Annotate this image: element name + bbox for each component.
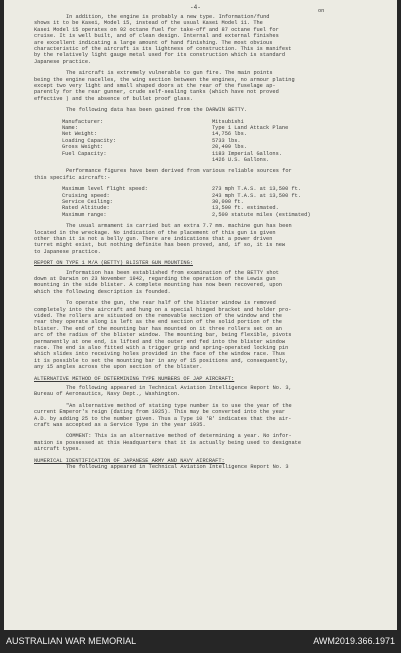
catalog-number: AWM2019.366.1971 (313, 636, 395, 646)
vulnerability-paragraph-line: The aircraft is extremely vulnerable to gun fire. The main points (66, 70, 273, 77)
performance-label: Maximum range: (62, 211, 107, 218)
performance-value: 13,500 ft. estimated. (212, 205, 279, 212)
engine-paragraph-line: by the relatively light gauge metal used for its construction which is standard (34, 52, 286, 59)
comment-paragraph-line: aircraft types. (34, 446, 82, 453)
armament-paragraph-line: turret might exist, but nothing definite has been proved, and, if so, it is new (34, 242, 286, 249)
heading-numerical-identification: NUMERICAL IDENTIFICATION OF JAPANESE ARMY AND NAVY AIRCRAFT: (34, 457, 225, 464)
vulnerability-paragraph-line: effective ) and the absence of bullet proof glass. (34, 95, 193, 102)
comment-paragraph-line: COMMENT: This is an alternative method of determining a year. No infor- (66, 433, 292, 440)
engine-paragraph-line: cruise. It is well built, and of clean design. Internal and external finishes (34, 33, 279, 40)
margin-note: on (318, 8, 325, 14)
armament-paragraph-line: located in the wreckage. No indication of the placement of this gun is given (34, 229, 276, 236)
engine-paragraph-line: shows it to be Kasei, Model 15, instead of the usual Kasei Model 11. The (34, 20, 263, 27)
archive-name: AUSTRALIAN WAR MEMORIAL (6, 636, 137, 646)
engine-paragraph-line: Kasei Model 15 operates on 92 octane fuel for take-off and 87 octane fuel for (34, 26, 279, 33)
performance-value: 2,500 statute miles (estimated) (212, 211, 311, 218)
spec-label: Name: (62, 125, 78, 131)
performance-label: Service Ceiling: (62, 199, 113, 205)
blister-operation-paragraph-line: vided. The rollers are situated on the removable section of the window and the (34, 313, 282, 319)
spec-value: 1426 U.S. Gallons. (212, 157, 270, 163)
archive-footer (0, 630, 401, 653)
performance-intro-line: this specific aircraft:- (34, 174, 111, 181)
performance-value: 243 mph T.A.S. at 13,500 ft. (212, 192, 302, 199)
performance-label: Rated Altitude: (62, 205, 110, 212)
spec-value: 5733 lbs. (212, 137, 241, 144)
blister-operation-paragraph-line: any 15 angles across the upon section of the blister. (34, 364, 203, 371)
performance-value: 30,000 ft. (212, 199, 244, 205)
vulnerability-paragraph-line: being the engine nacelles, the wing section between the engines, no armour plating (34, 76, 295, 83)
spec-value: 1183 Imperial Gallons. (212, 150, 282, 157)
blister-operation-paragraph-line: completely into the aircraft and hung on a special hinged bracket and holder pro- (34, 306, 292, 313)
engine-paragraph-line: Japanese practice. (34, 58, 92, 65)
alternative-method-paragraph-line: craft was accepted as a Service Type in the year 1935. (34, 422, 206, 428)
spec-label: Gross Weight: (62, 144, 104, 151)
page-number: -4- (190, 4, 201, 11)
heading-type-numbers: ALTERNATIVE METHOD OF DETERMINING TYPE NUMBERS OF JAP AIRCRAFT: (34, 375, 235, 382)
blister-operation-paragraph-line: To operate the gun, the rear half of the blister window is removed (66, 300, 276, 307)
alternative-method-paragraph-line: A.D. by adding 25 to the number given. Thus a Type 10 'B' indicates that the air- (34, 415, 292, 422)
comment-paragraph-line: mation is possessed at this Headquarters that it is actually being used to designate (34, 439, 302, 446)
armament-paragraph-line: other than it is not a belly gun. There are indications that a power driven (34, 236, 273, 242)
performance-label: Cruising speed: (62, 192, 110, 199)
performance-value: 273 mph T.A.S. at 13,500 ft. (212, 186, 302, 193)
alternative-method-paragraph-line: "An alternative method of stating type number is to use the year of the (66, 402, 292, 409)
vulnerability-paragraph-line: except two very light and small shaped doors at the rear of the fuselage ap- (34, 83, 276, 89)
spec-value: Type 1 Land Attack Plane (212, 125, 289, 131)
performance-label: Maximum level flight speed: (62, 186, 148, 193)
blister-operation-paragraph-line: it is possible to set the mounting bar in any of 15 positions and, consequently, (34, 357, 289, 364)
blister-info-paragraph-line: Information has been established from examination of the BETTY shot (66, 269, 279, 276)
blister-operation-paragraph-line: rear they operate along is left as the end section of the solid portion of the (34, 319, 282, 326)
blister-info-paragraph-line: which the following description is founded. (34, 288, 171, 295)
blister-operation-paragraph-line: blister. The end of the mounting bar has mounted on it three rollers set on an (34, 325, 282, 332)
spec-value: 14,756 lbs. (212, 131, 247, 138)
spec-value: 20,409 lbs. (212, 144, 247, 151)
blister-operation-paragraph-line: race. The end is also fitted with a trigger grip and spring-operated locking pin (34, 345, 289, 351)
performance-intro-line: Performance figures have been derived from various reliable sources for (66, 168, 292, 175)
engine-paragraph-line: are excellent indicating a large amount of hand finishing. The most obvious (34, 39, 273, 46)
engine-paragraph-line: In addition, the engine is probably a new type. Information/fund (66, 14, 270, 20)
partial-citation-line: The following appeared in Technical Aviation Intelligence Report No. 3 (66, 464, 289, 470)
spec-label: Net Weight: (62, 131, 97, 138)
document-page (4, 0, 397, 630)
spec-label: Loading Capacity: (62, 137, 117, 144)
vulnerability-paragraph-line: parently for the rear gunner, crude self-sealing tanks (which have not proved (34, 89, 279, 96)
spec-label: Fuel Capacity: (62, 150, 107, 157)
blister-info-paragraph-line: down at Darwin on 23 November 1942, regarding the operation of the Lewis gun (34, 276, 276, 282)
report-citation-paragraph-line: The following appeared in Technical Aviation Intelligence Report No. 3, (66, 385, 292, 391)
engine-paragraph-line: characteristic of the aircraft is its lightness of construction. This is manifest (34, 46, 292, 52)
blister-operation-paragraph-line: arc of the radius of the blister window. The mounting bar, being flexible, pivots (34, 332, 292, 339)
heading-blister-gun: REPORT ON TYPE 1 M/A (BETTY) BLISTER GUN MOUNTING: (34, 260, 193, 267)
spec-value: Mitsubishi (212, 118, 244, 125)
blister-operation-paragraph-line: permanently at one end, is lifted and the outer end fed into the blister window (34, 338, 286, 345)
blister-info-paragraph-line: mounting in the side blister. A complete mounting has now been recovered, upon (34, 282, 282, 289)
blister-operation-paragraph-line: which slides into receiving holes provided in the face of the window race. Thus (34, 351, 286, 358)
spec-label: Manufacturer: (62, 118, 104, 125)
data-intro: The following data has been gained from the DARWIN BETTY. (66, 107, 248, 114)
armament-paragraph-line: The usual armament is carried but an extra 7.7 mm. machine gun has been (66, 223, 292, 230)
armament-paragraph-line: to Japanese practice. (34, 248, 101, 255)
report-citation-paragraph-line: Bureau of Aeronautics, Navy Dept., Washington. (34, 391, 181, 398)
alternative-method-paragraph-line: current Emperor's reign (dating from 1925). This may be converted into the year (34, 409, 286, 416)
